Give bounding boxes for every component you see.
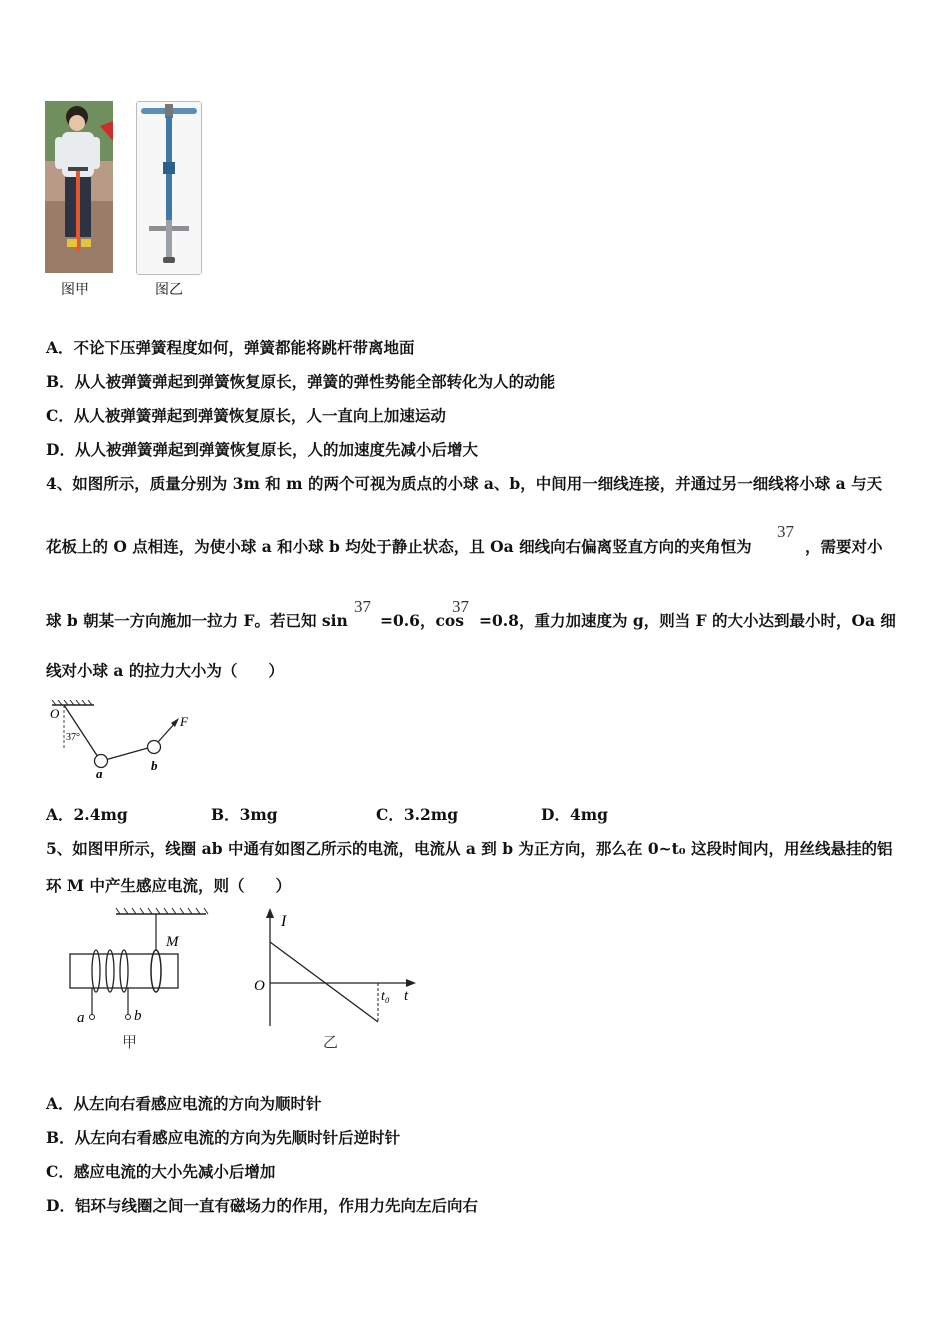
q4-text-line1: 4、如图所示，质量分别为 3m 和 m 的两个可视为质点的小球 a、b，中间用一细线连接，并通过另一细线将小球 a 与天 [46, 474, 883, 493]
q5-figure-jia [66, 906, 211, 1052]
q5-jia-label-a: a [77, 1010, 85, 1026]
q5-jia-label-M: M [166, 934, 179, 950]
q4-option-b: B．3mg [211, 805, 278, 824]
q5-jia-label-b: b [134, 1008, 142, 1024]
q4-angle-superscript-cos: 37 [452, 597, 469, 616]
figure-photo-jia [45, 101, 113, 273]
q3-option-a: A．不论下压弹簧程度如何，弹簧都能将跳杆带离地面 [46, 338, 415, 357]
q4-label-a: a [96, 766, 103, 781]
figure-caption-yi: 图乙 [155, 282, 183, 298]
q4-angle-superscript-1: 37 [777, 522, 794, 541]
q5-text-line1: 5、如图甲所示，线圈 ab 中通有如图乙所示的电流，电流从 a 到 b 为正方向，那么在 0~t₀ 这段时间内，用丝线悬挂的铝 [46, 839, 893, 858]
figure-caption-jia: 图甲 [61, 282, 89, 298]
q5-jia-caption: 甲 [122, 1033, 138, 1051]
q4-text-line3c: =0.8，重力加速度为 g，则当 F 的大小达到最小时，Oa 细 [479, 611, 896, 630]
q5-figure-yi [250, 906, 420, 1052]
q5-yi-label-I: I [281, 913, 287, 930]
q3-option-b: B．从人被弹簧弹起到弹簧恢复原长，弹簧的弹性势能全部转化为人的动能 [46, 372, 556, 391]
q5-yi-label-t: t [404, 988, 409, 1004]
q5-yi-label-t0: t₀ [381, 989, 390, 1004]
q4-option-a: A．2.4mg [46, 805, 128, 824]
q5-yi-label-O: O [254, 978, 265, 994]
q4-diagram [46, 700, 206, 786]
q4-text-line4: 线对小球 a 的拉力大小为（ ） [46, 661, 284, 680]
q4-angle-superscript-sin: 37 [354, 597, 371, 616]
q4-label-F: F [180, 714, 188, 729]
q4-label-O: O [50, 706, 60, 721]
figure-pogo-yi [136, 101, 202, 275]
q5-option-c: C．感应电流的大小先减小后增加 [46, 1162, 276, 1181]
q4-option-c: C．3.2mg [376, 805, 459, 824]
q5-yi-caption: 乙 [323, 1033, 339, 1051]
q3-option-d: D．从人被弹簧弹起到弹簧恢复原长，人的加速度先减小后增大 [46, 440, 478, 459]
q4-text-line2b: ，需要对小 [805, 537, 883, 556]
q4-label-angle: 37° [66, 732, 80, 743]
q4-text-line3a: 球 b 朝某一方向施加一拉力 F。若已知 sin [46, 611, 348, 630]
q5-text-line2: 环 M 中产生感应电流，则（ ） [46, 876, 291, 895]
q5-option-b: B．从左向右看感应电流的方向为先顺时针后逆时针 [46, 1128, 401, 1147]
q5-option-a: A．从左向右看感应电流的方向为顺时针 [46, 1094, 322, 1113]
q4-text-line2a: 花板上的 O 点相连，为使小球 a 和小球 b 均处于静止状态，且 Oa 细线向右偏离竖直方向的夹角恒为 [46, 537, 752, 556]
q4-option-d: D．4mg [541, 805, 608, 824]
q3-option-c: C．从人被弹簧弹起到弹簧恢复原长，人一直向上加速运动 [46, 406, 446, 425]
q5-option-d: D．铝环与线圈之间一直有磁场力的作用，作用力先向左后向右 [46, 1196, 478, 1215]
q4-label-b: b [151, 758, 158, 773]
q4-text-line3b: =0.6，cos [380, 611, 464, 630]
